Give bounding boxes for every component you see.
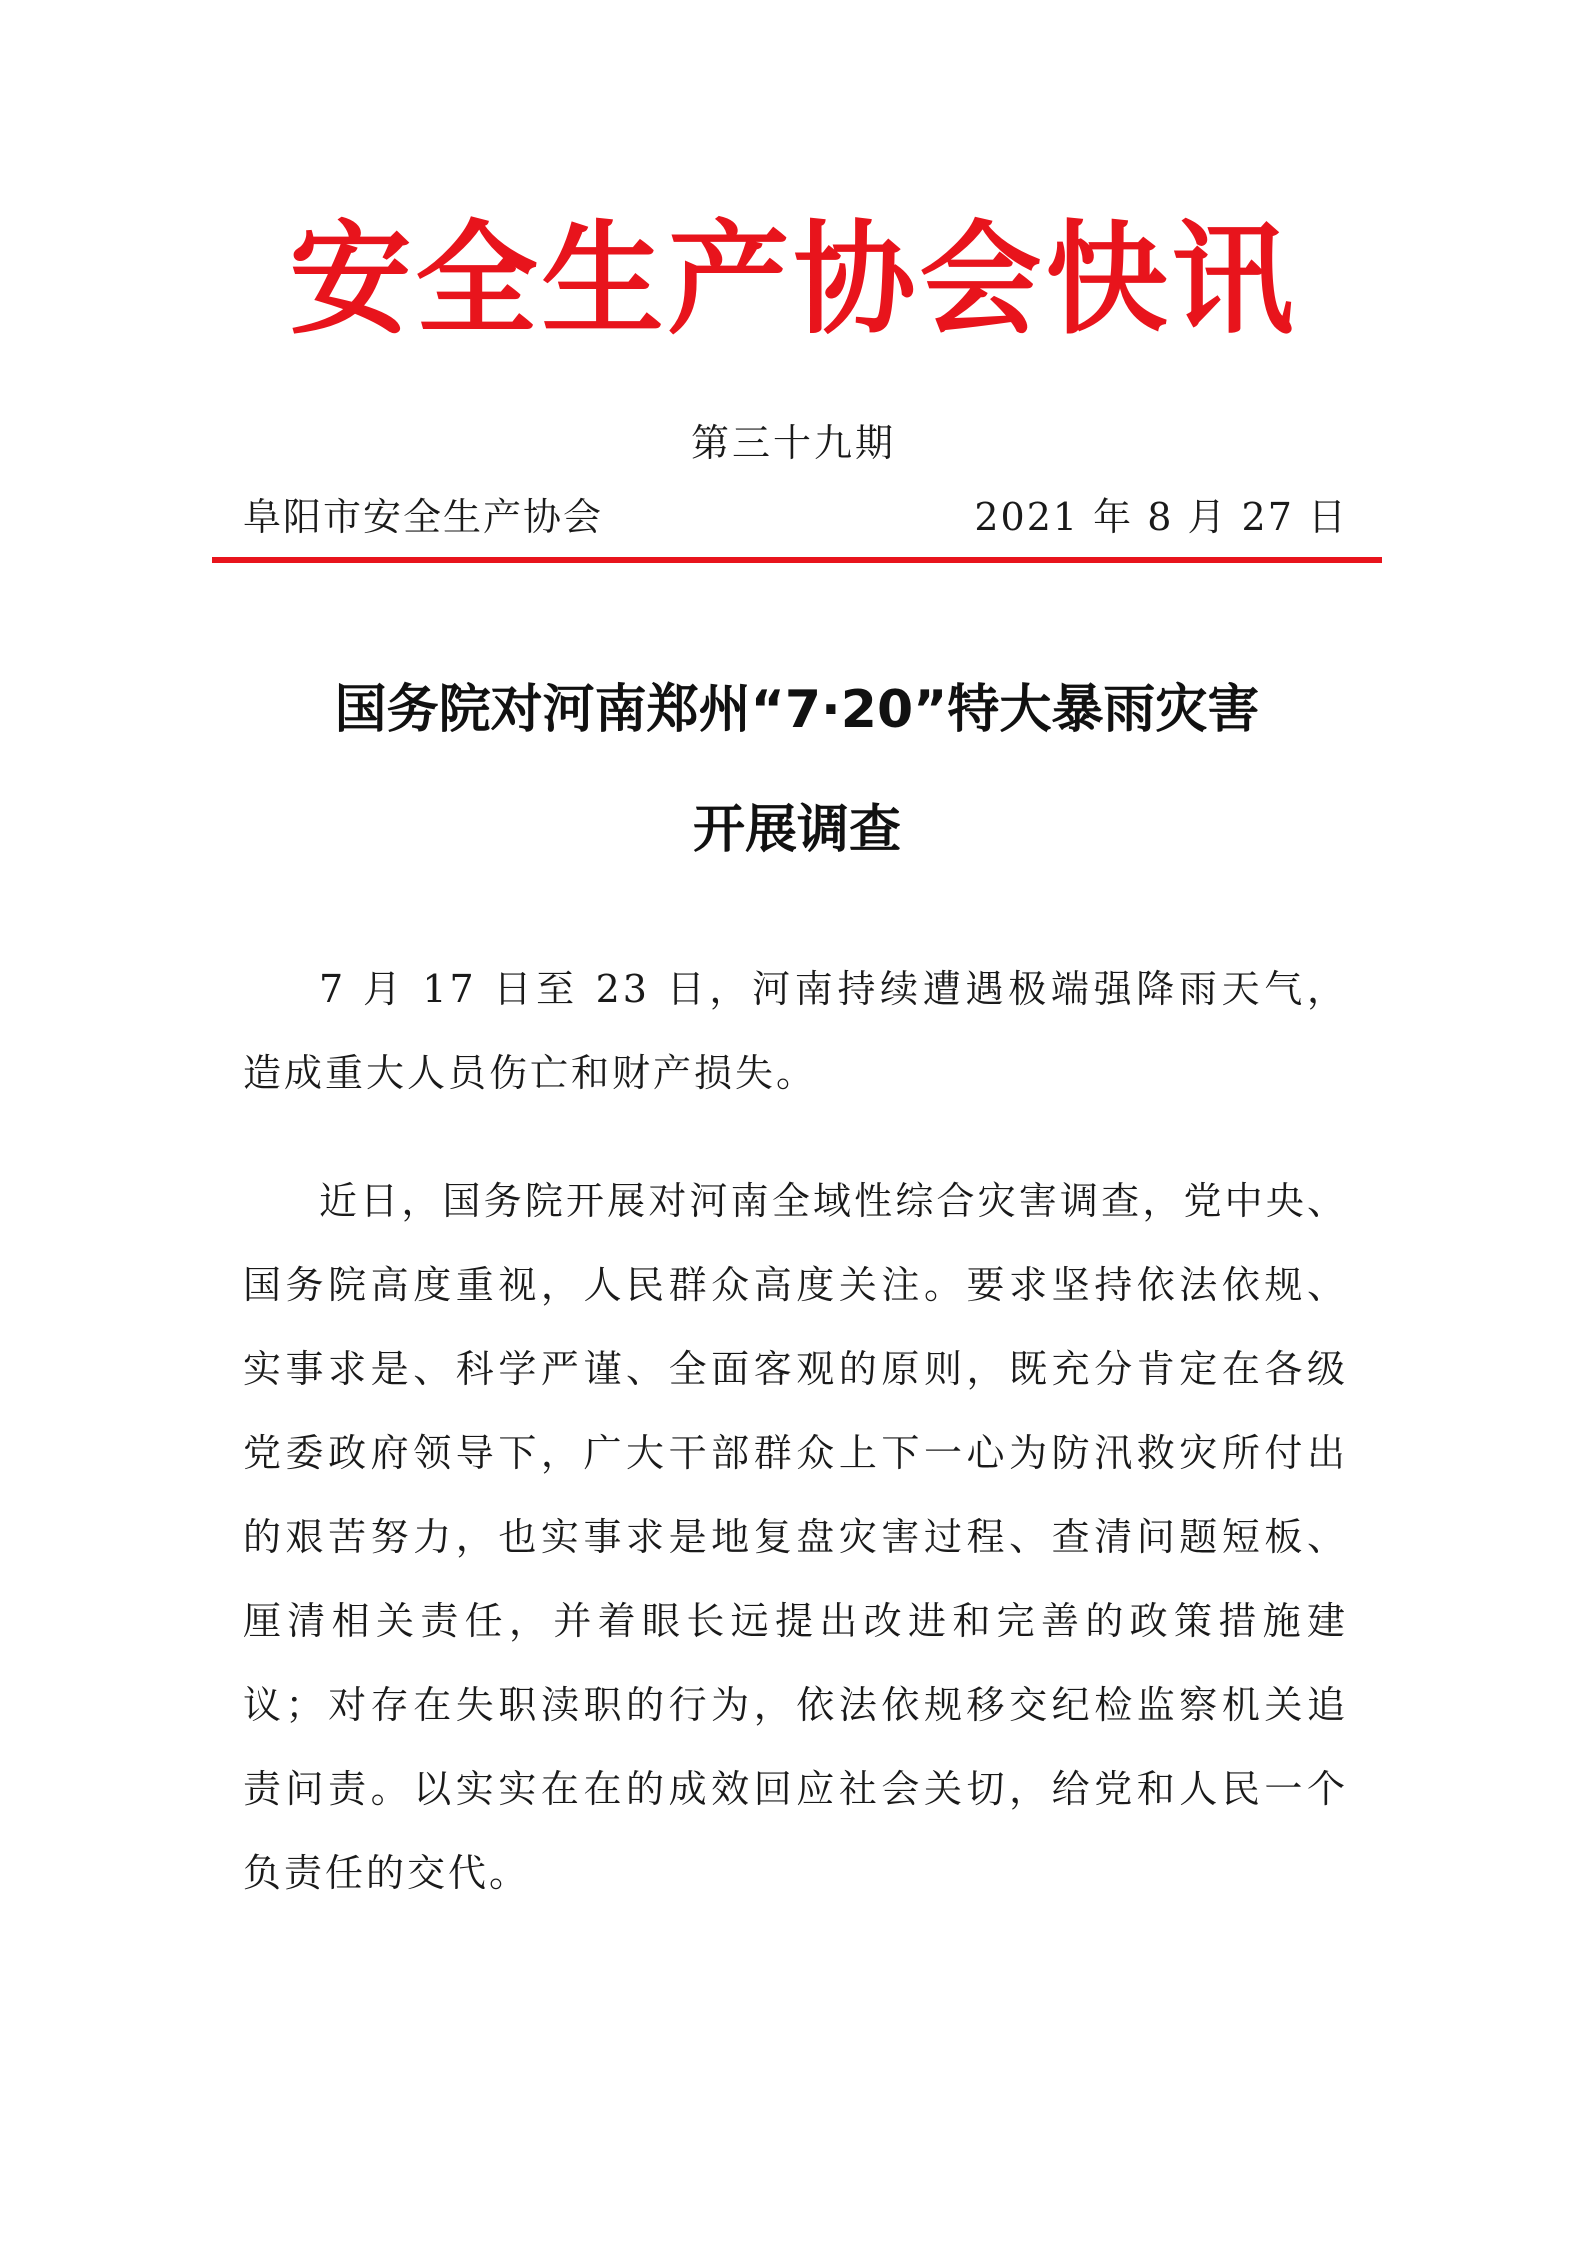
paragraph: 近日，国务院开展对河南全域性综合灾害调查，党中央、国务院高度重视，人民群众高度关注。要求坚持依法依规、实事求是、科学严谨、全面客观的原则，既充分肯定在各级党委政府领导下，广大干部群众上下一心为防汛救灾所付出的艰苦努力，也实事求是地复盘灾害过程、查清问题短板、厘清相关责任，并着眼长远提出改进和完善的政策措施建议；对存在失职渎职的行为，依法依规移交纪检监察机关追责问责。以实实在在的成效回应社会关切，给党和人民一个负责任的交代。: [243, 1179, 1348, 1895]
headline-line-2: 开展调查: [692, 800, 901, 860]
masthead-title: 安全生产协会快讯: [289, 209, 1298, 351]
publisher-name: 阜阳市安全生产协会: [243, 495, 604, 539]
article-body: [243, 947, 1348, 1959]
paragraph: 7 月 17 日至 23 日，河南持续遭遇极端强降雨天气，造成重大人员伤亡和财产损失。: [243, 967, 1348, 1095]
header-divider: [212, 557, 1382, 563]
article-headline: [212, 650, 1382, 890]
meta-row: [243, 492, 1348, 542]
issue-number: 第三十九期: [690, 421, 896, 465]
publish-date: 2021 年 8 月 27 日: [974, 495, 1348, 539]
headline-line-1: 国务院对河南郑州“7·20”特大暴雨灾害: [334, 680, 1260, 740]
